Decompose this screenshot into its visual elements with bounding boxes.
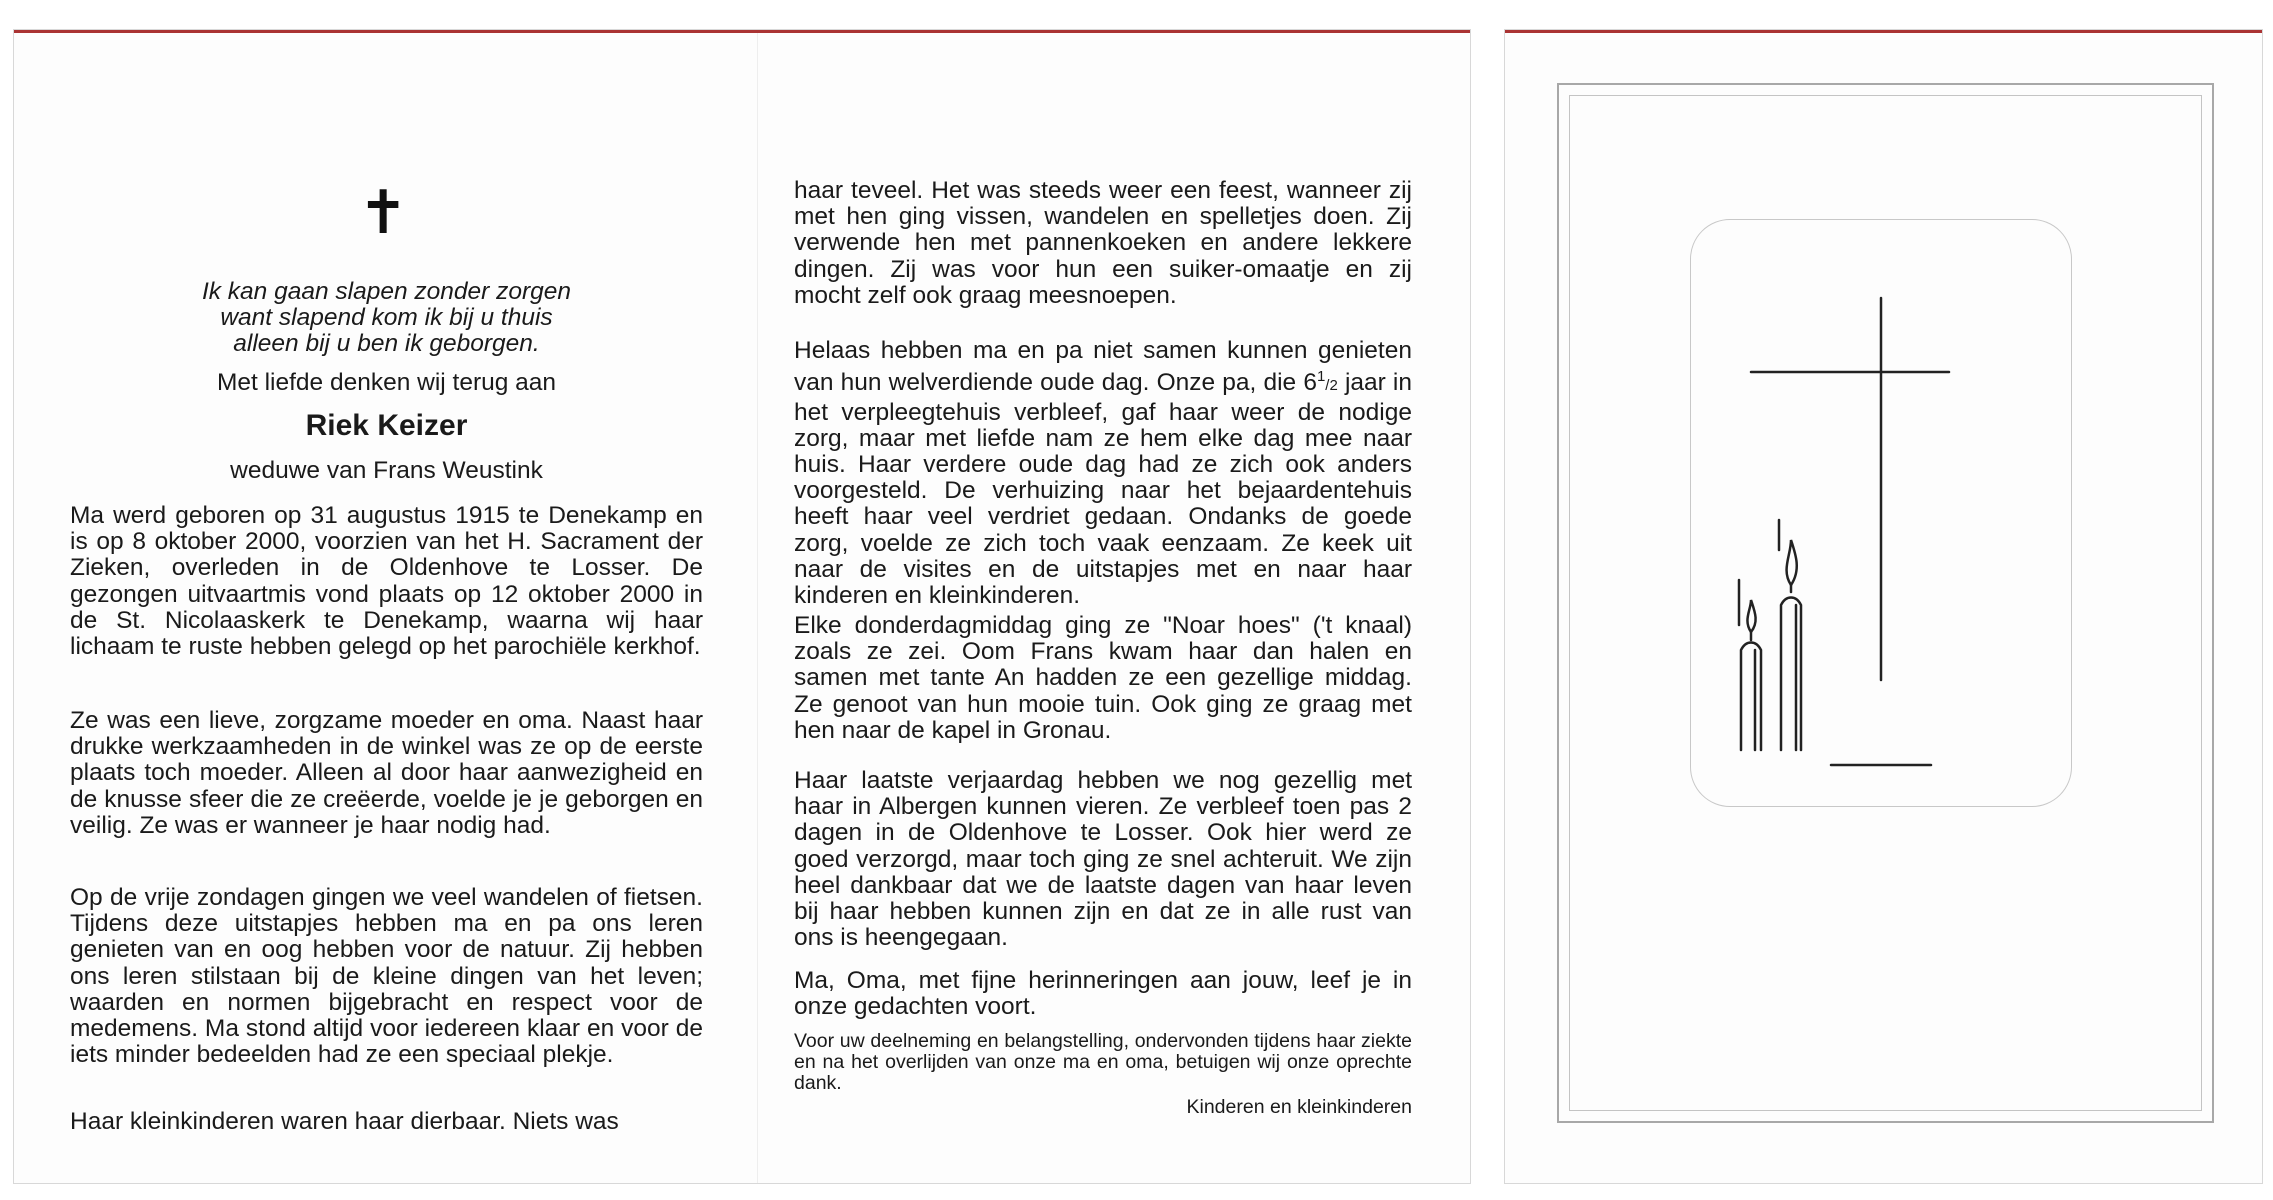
poem-line: want slapend kom ik bij u thuis	[220, 304, 553, 331]
poem-line: Ik kan gaan slapen zonder zorgen	[201, 278, 572, 305]
paragraph-text	[794, 338, 1412, 609]
left-paragraph-1	[70, 503, 703, 660]
thanks-note	[794, 1031, 1412, 1094]
fold-line	[757, 33, 758, 1183]
cross-and-candles-icon	[1691, 220, 2071, 806]
left-paragraph-4	[70, 1109, 703, 1135]
paragraph-text: Op de vrije zondagen gingen we veel wandelen of fietsen. Tijdens deze uitstapjes hebben ma en pa ons leren genieten van en oog hebben voor de natuur. Zij hebben ons leren stilstaan bij de kleine dingen van het leven; waarden en normen bijgebracht en respect voor de medemens. Ma stond altijd voor iedereen klaar en voor de iets minder bedeelden had ze een speciaal plekje.	[70, 884, 703, 1069]
memorial-card-cover	[1505, 30, 2262, 1183]
memorial-card-inside	[14, 30, 1470, 1183]
paragraph-text: Haar laatste verjaardag hebben we nog gezellig met haar in Albergen kunnen vieren. Ze verbleef toen pas 2 dagen in de Oldenhove te Losser. Ook hier werd ze goed verzorgd, maar toch ging ze snel achteruit. We zijn heel dankbaar dat we de laatste dagen van haar leven bij haar hebben kunnen zijn en dat ze in alle rust van ons is heengegaan.	[794, 767, 1412, 952]
paragraph-text: Ze was een lieve, zorgzame moeder en oma. Naast haar drukke werkzaamheden in de winkel was ze op de eerste plaats toch moeder. Alleen al door haar aanwezigheid en de knusse sfeer die ze creëerde, voelde je je geborgen en veilig. Ze was er wanneer je haar nodig had.	[70, 707, 703, 839]
fraction-sup: 1	[1316, 368, 1326, 386]
text-run: jaar in het verpleegtehuis verbleef, gaf haar weer de nodige zorg, maar met liefde nam ze hem elke dag mee naar huis. Haar verdere oude dag had ze zich ook anders voorgesteld. De verhuizing naar het bejaardentehuis heeft haar veel verdriet gedaan. Ondanks de goede zorg, voelde ze zich toch vaak eenzaam. Ze keek uit naar de visites en de uitstapjes met en naar haar kinderen en kleinkinderen.	[794, 369, 1413, 609]
intro-line: Met liefde denken wij terug aan	[216, 369, 557, 396]
fraction-sub: /2	[1325, 377, 1338, 395]
right-paragraph-4	[794, 768, 1412, 951]
deceased-name: Riek Keizer	[305, 409, 468, 442]
paragraph-text: Elke donderdagmiddag ging ze "Noar hoes" ('t knaal) zoals ze zei. Oom Frans kwam haar dan halen en samen met tante An hadden ze een gezellige middag. Ze genoot van hun mooie tuin. Ook ging ze graag met hen naar de kapel in Gronau.	[794, 612, 1412, 744]
poem-line: alleen bij u ben ik geborgen.	[233, 330, 540, 357]
right-paragraph-3	[794, 613, 1412, 744]
cross-icon: ✝	[358, 178, 409, 248]
paragraph-text: Haar kleinkinderen waren haar dierbaar. Niets was	[70, 1108, 619, 1135]
right-paragraph-1	[794, 178, 1412, 309]
text-run: Helaas hebben ma en pa niet samen kunnen genieten van hun welverdiende oude dag. Onze pa, die 6	[794, 337, 1412, 397]
right-paragraph-2	[794, 338, 1412, 609]
signoff	[794, 1097, 1412, 1118]
paragraph-text: haar teveel. Het was steeds weer een feest, wanneer zij met hen ging vissen, wandelen en spelletjes doen. Zij verwende hen met pannenkoeken en andere lekkere dingen. Zij was voor hun een suiker-omaatje en zij mocht zelf ook graag meesnoepen.	[794, 177, 1412, 309]
paragraph-text: Ma werd geboren op 31 augustus 1915 te Denekamp en is op 8 oktober 2000, voorzien van het H. Sacrament der Zieken, overleden in de Oldenhove te Losser. De gezongen uitvaartmis vond plaats op 12 oktober 2000 in de St. Nicolaaskerk te Denekamp, waarna wij haar lichaam te ruste hebben gelegd op het parochiële kerkhof.	[70, 502, 703, 661]
paragraph-text: Kinderen en kleinkinderen	[1186, 1096, 1412, 1118]
paragraph-text: Voor uw deelneming en belangstelling, ondervonden tijdens haar ziekte en na het overlijden van onze ma en oma, betuigen wij onze oprechte dank.	[794, 1030, 1412, 1094]
poem	[70, 279, 703, 357]
right-paragraph-5	[794, 968, 1412, 1020]
left-paragraph-3	[70, 885, 703, 1068]
illustration-panel	[1690, 219, 2072, 807]
widow-of-line: weduwe van Frans Weustink	[230, 457, 543, 484]
paragraph-text: Ma, Oma, met fijne herinneringen aan jouw, leef je in onze gedachten voort.	[794, 967, 1412, 1021]
left-paragraph-2	[70, 708, 703, 839]
